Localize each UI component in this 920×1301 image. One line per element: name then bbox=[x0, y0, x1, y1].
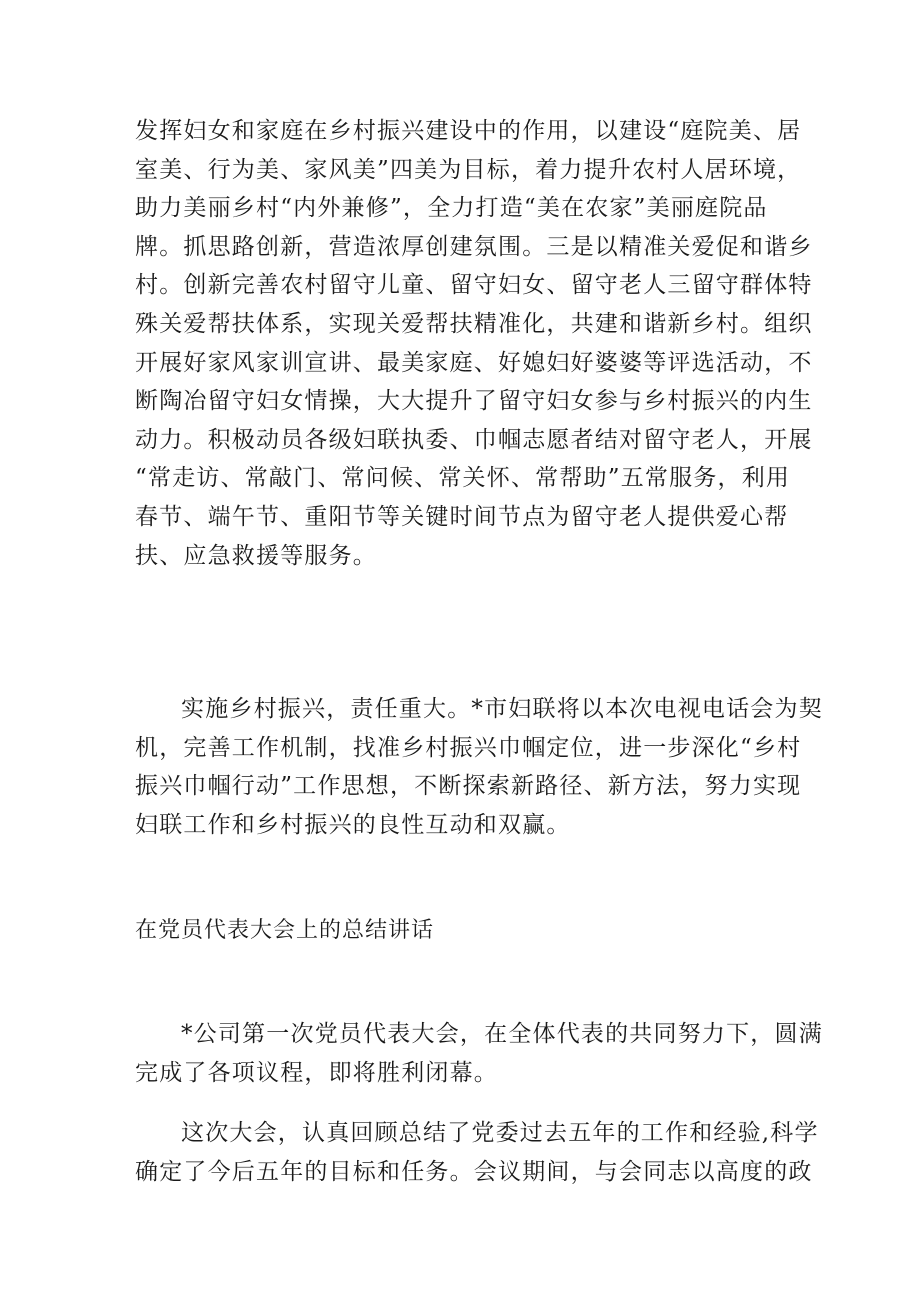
text-line: 妇联工作和乡村振兴的良性互动和双赢。 bbox=[135, 811, 571, 838]
text-line: 开展好家风家训宣讲、最美家庭、好媳妇好婆婆等评选活动，不 bbox=[135, 349, 813, 376]
text-line: 这次大会，认真回顾总结了党委过去五年的工作和经验,科学 bbox=[181, 1120, 819, 1146]
text-line: 机，完善工作机制，找准乡村振兴巾帼定位，进一步深化“乡村 bbox=[135, 734, 802, 761]
text-line: 扶、应急救援等服务。 bbox=[135, 542, 377, 569]
text-line: 完成了各项议程，即将胜利闭幕。 bbox=[135, 1059, 498, 1086]
text-line: 室美、行为美、家风美”四美为目标，着力提升农村人居环境， bbox=[135, 156, 802, 183]
text-line: 助力美丽乡村“内外兼修”，全力打造“美在农家”美丽庭院品 bbox=[135, 195, 768, 222]
text-line: 牌。抓思路创新，营造浓厚创建氛围。三是以精准关爱促和谐乡 bbox=[135, 233, 813, 260]
paragraph-1 bbox=[135, 112, 813, 575]
text-line: 动力。积极动员各级妇联执委、巾帼志愿者结对留守老人，开展 bbox=[135, 426, 813, 453]
text-line: 村。创新完善农村留守儿童、留守妇女、留守老人三留守群体特 bbox=[135, 272, 813, 299]
paragraph-3 bbox=[135, 1015, 823, 1092]
section-heading: 在党员代表大会上的总结讲话 bbox=[135, 918, 435, 943]
text-line: 确定了今后五年的目标和任务。会议期间，与会同志以高度的政 bbox=[135, 1158, 813, 1185]
text-line: 断陶冶留守妇女情操，大大提升了留守妇女参与乡村振兴的内生 bbox=[135, 388, 813, 415]
text-line: 发挥妇女和家庭在乡村振兴建设中的作用，以建设“庭院美、居 bbox=[135, 118, 802, 144]
text-line: 实施乡村振兴，责任重大。*市妇联将以本次电视电话会为契 bbox=[181, 696, 823, 722]
text-line: 振兴巾帼行动”工作思想，不断探索新路径、新方法，努力实现 bbox=[135, 773, 802, 800]
text-line: “常走访、常敲门、常问候、常关怀、常帮助”五常服务，利用 bbox=[135, 465, 791, 492]
text-line: 春节、端午节、重阳节等关键时间节点为留守老人提供爱心帮 bbox=[135, 503, 789, 530]
text-line: 殊关爱帮扶体系，实现关爱帮扶精准化，共建和谐新乡村。组织 bbox=[135, 310, 813, 337]
text-line: *公司第一次党员代表大会，在全体代表的共同努力下，圆满 bbox=[181, 1021, 823, 1047]
paragraph-2 bbox=[135, 690, 823, 844]
paragraph-4 bbox=[135, 1114, 819, 1191]
